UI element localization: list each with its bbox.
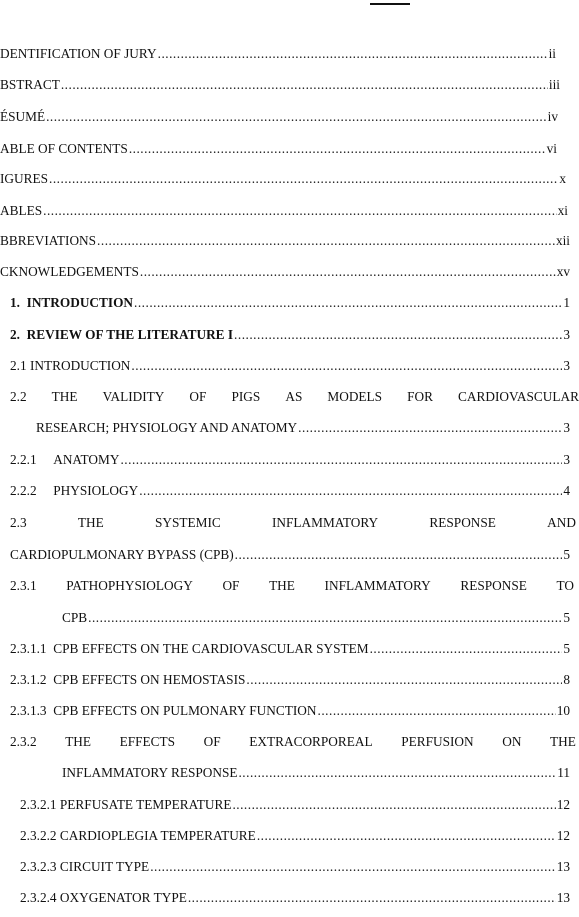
toc-entry-resume — [0, 109, 558, 125]
toc-page-number: 5 — [563, 641, 570, 656]
toc-entry-abstract — [0, 77, 560, 93]
toc-title: IGURES — [0, 171, 49, 186]
toc-page-number: 10 — [556, 703, 570, 718]
toc-title: CARDIOPULMONARY BYPASS (CPB) — [10, 547, 234, 562]
toc-page-number: 12 — [556, 797, 570, 812]
toc-page-number: 8 — [563, 672, 570, 687]
toc-page-number: 1 — [563, 295, 570, 310]
toc-page-number: ii — [548, 46, 556, 61]
toc-title: CPB EFFECTS ON HEMOSTASIS — [53, 672, 246, 687]
toc-entry-2-3-1-3 — [10, 703, 570, 719]
toc-number: 2.3.2.1 — [20, 797, 57, 812]
toc-title: CPB — [62, 610, 88, 625]
toc-title: PHYSIOLOGY — [53, 483, 139, 498]
toc-title: CPB EFFECTS ON THE CARDIOVASCULAR SYSTEM — [53, 641, 369, 656]
toc-title: ANATOMY — [53, 452, 120, 467]
toc-title: ABLES — [0, 203, 43, 218]
toc-entry-2-3-line1: 2.3 THE SYSTEMIC INFLAMMATORY RESPONSE AND — [10, 515, 576, 530]
toc-entry-figures — [0, 171, 566, 187]
toc-title: CIRCUIT TYPE — [59, 859, 150, 874]
toc-page-number: 3 — [563, 452, 570, 467]
toc-entry-2-3-1-1 — [10, 641, 570, 657]
toc-entry-2-3-line2 — [10, 547, 570, 563]
toc-page-number: 11 — [557, 765, 570, 780]
toc-title: BSTRACT — [0, 77, 60, 92]
toc-entry-2-2-line1: 2.2 THE VALIDITY OF PIGS AS MODELS FOR CARDIOVASCULAR — [10, 389, 579, 404]
toc-entry-2-3-2-4 — [20, 890, 570, 906]
toc-title: CARDIOPLEGIA TEMPERATURE — [59, 828, 256, 843]
toc-entry-2-2-1 — [10, 452, 570, 468]
toc-number: 2.3.1.3 — [10, 703, 47, 718]
toc-page-number: 13 — [556, 859, 570, 874]
toc-entry-2-2-line2 — [36, 420, 570, 436]
toc-page-number: 12 — [556, 828, 570, 843]
toc-page-number: 5 — [563, 610, 570, 625]
toc-page-number: iii — [548, 77, 560, 92]
toc-title: ÉSUMÉ — [0, 109, 46, 124]
toc-page-number: x — [559, 171, 566, 186]
toc-page-number: iv — [547, 109, 558, 124]
toc-number: 2.3.2.4 — [20, 890, 57, 905]
toc-number: 2.1 — [10, 358, 27, 373]
toc-entry-ch2 — [10, 327, 570, 343]
toc-entry-jury — [0, 46, 556, 62]
toc-entry-2-3-2-1 — [20, 797, 570, 813]
toc-entry-tables — [0, 203, 568, 219]
toc-entry-acknowledgements — [0, 264, 570, 280]
toc-entry-2-2-2 — [10, 483, 570, 499]
toc-entry-2-3-1-line1: 2.3.1 PATHOPHYSIOLOGY OF THE INFLAMMATORY RESPONSE TO — [10, 578, 574, 593]
toc-page-number: xii — [555, 233, 570, 248]
top-rule — [370, 3, 410, 5]
toc-entry-2-3-2-2 — [20, 828, 570, 844]
toc-title: INFLAMMATORY RESPONSE — [62, 765, 238, 780]
toc-title: REVIEW OF THE LITERATURE I — [26, 327, 234, 342]
toc-number: 2.3.1.1 — [10, 641, 47, 656]
toc-number: 2.3.1.2 — [10, 672, 47, 687]
toc-page-number: xv — [556, 264, 570, 279]
toc-number: 2.3 — [10, 515, 27, 530]
toc-title: BBREVIATIONS — [0, 233, 97, 248]
toc-number: 2.2 — [10, 389, 27, 404]
toc-entry-2-1 — [10, 358, 570, 374]
toc-entry-contents — [0, 141, 557, 157]
toc-page-number: 13 — [556, 890, 570, 905]
toc-entry-2-3-2-line2 — [62, 765, 570, 781]
toc-entry-ch1 — [10, 295, 570, 311]
toc-number: 2.3.1 — [10, 578, 37, 593]
toc-page-number: 5 — [563, 547, 570, 562]
toc-title: RESEARCH; PHYSIOLOGY AND ANATOMY — [36, 420, 298, 435]
toc-number: 2.2.1 — [10, 452, 37, 467]
toc-page-number: xi — [557, 203, 568, 218]
toc-page-number: 4 — [563, 483, 570, 498]
toc-number: 2.3.2 — [10, 734, 37, 749]
toc-number: 2.3.2.3 — [20, 859, 57, 874]
toc-entry-2-3-1-line2 — [62, 610, 570, 626]
toc-title: ABLE OF CONTENTS — [0, 141, 128, 156]
toc-page-number: 3 — [563, 327, 570, 342]
toc-page-number: vi — [546, 141, 557, 156]
toc-title: DENTIFICATION OF JURY — [0, 46, 157, 61]
toc-page-number: 3 — [563, 358, 570, 373]
toc-page-number: 3 — [563, 420, 570, 435]
toc-title: CPB EFFECTS ON PULMONARY FUNCTION — [53, 703, 317, 718]
toc-title: INTRODUCTION — [26, 295, 134, 310]
toc-title: CKNOWLEDGEMENTS — [0, 264, 139, 279]
toc-title: PERFUSATE TEMPERATURE — [59, 797, 232, 812]
toc-number: 2. — [10, 327, 20, 342]
toc-number: 2.2.2 — [10, 483, 37, 498]
toc-entry-2-3-1-2 — [10, 672, 570, 688]
toc-title: INTRODUCTION — [29, 358, 131, 373]
toc-entry-abbreviations — [0, 233, 570, 249]
toc-entry-2-3-2-line1: 2.3.2 THE EFFECTS OF EXTRACORPOREAL PERFUSION ON THE — [10, 734, 576, 749]
toc-number: 2.3.2.2 — [20, 828, 57, 843]
toc-number: 1. — [10, 295, 20, 310]
toc-title: OXYGENATOR TYPE — [59, 890, 187, 905]
toc-entry-2-3-2-3 — [20, 859, 570, 875]
